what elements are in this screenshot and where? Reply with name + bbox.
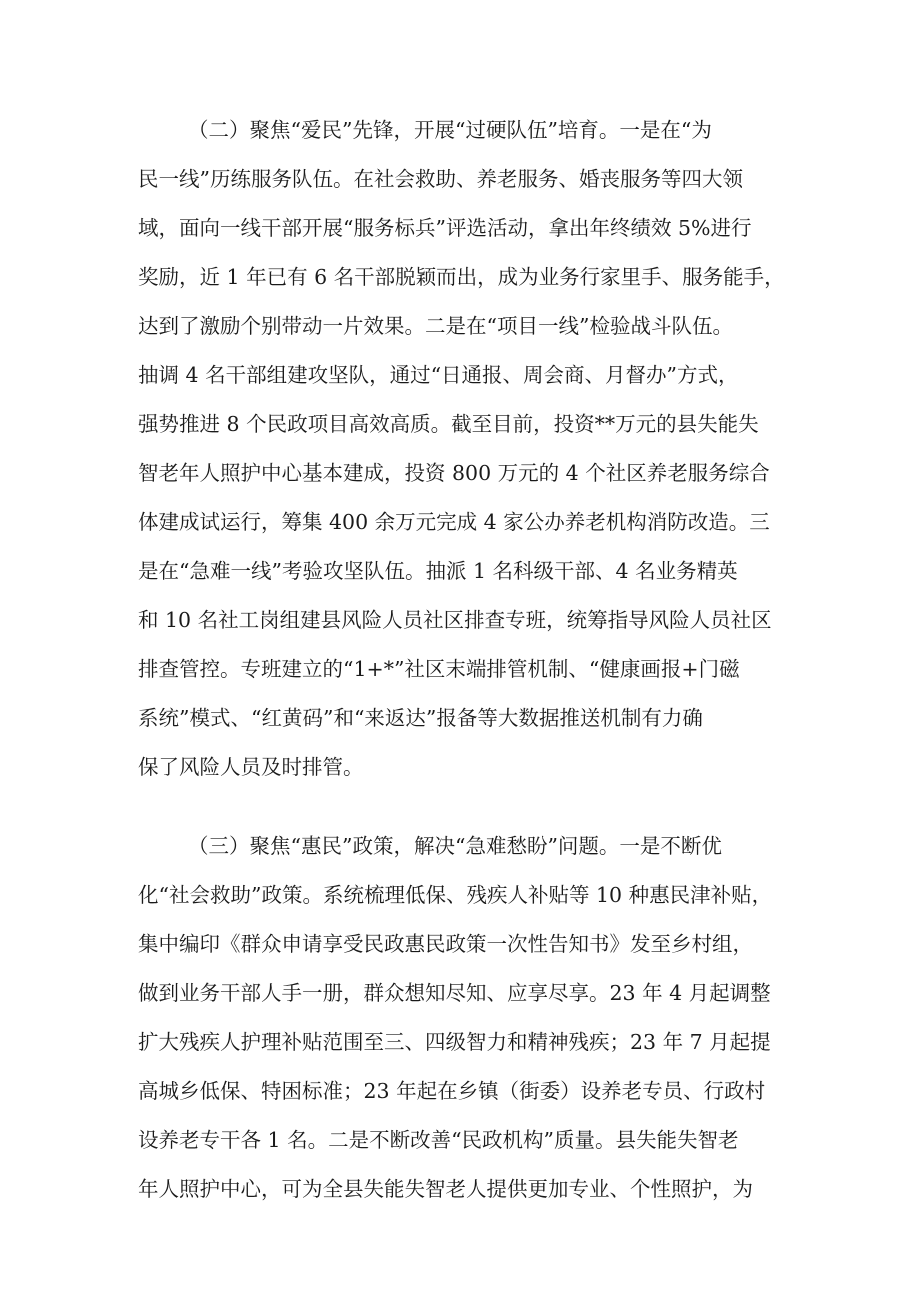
paragraph-line: 奖励，近 1 年已有 6 名干部脱颖而出，成为业务行家里手、服务能手， xyxy=(138,265,785,289)
paragraph-line: 抽调 4 名干部组建攻坚队，通过“日通报、周会商、月督办”方式， xyxy=(138,363,739,387)
paragraph-line: 系统”模式、“红黄码”和“来返达”报备等大数据推送机制有力确 xyxy=(138,706,703,730)
paragraph-line: 集中编印《群众申请享受民政惠民政策一次性告知书》发至乡村组， xyxy=(138,932,753,956)
paragraph-line: 扩大残疾人护理补贴范围至三、四级智力和精神残疾；23 年 7 月起提 xyxy=(138,1030,771,1054)
paragraph-line: 设养老专干各 1 名。二是不断改善“民政机构”质量。县失能失智老 xyxy=(138,1128,739,1152)
paragraph-line: 高城乡低保、特困标准；23 年起在乡镇（街委）设养老专员、行政村 xyxy=(138,1079,766,1103)
paragraph-line: 体建成试运行，筹集 400 余万元完成 4 家公办养老机构消防改造。三 xyxy=(138,510,770,534)
paragraph-line: 达到了激励个别带动一片效果。二是在“项目一线”检验战斗队伍。 xyxy=(138,314,733,338)
paragraph-line: 民一线”历练服务队伍。在社会救助、养老服务、婚丧服务等四大领 xyxy=(138,167,743,191)
paragraph-line: 排查管控。专班建立的“1+*”社区末端排管机制、“健康画报+门磁 xyxy=(138,657,740,681)
paragraph-line: （二）聚焦“爱民”先锋，开展“过硬队伍”培育。一是在“为 xyxy=(188,118,712,142)
paragraph-line: （三）聚焦“惠民”政策，解决“急难愁盼”问题。一是不断优 xyxy=(188,834,722,858)
paragraph-line: 强势推进 8 个民政项目高效高质。截至目前，投资**万元的县失能失 xyxy=(138,412,759,436)
paragraph-line: 和 10 名社工岗组建县风险人员社区排查专班，统筹指导风险人员社区 xyxy=(138,608,772,632)
paragraph-line: 化“社会救助”政策。系统梳理低保、残疾人补贴等 10 种惠民津补贴， xyxy=(138,883,773,907)
paragraph-line: 智老年人照护中心基本建成，投资 800 万元的 4 个社区养老服务综合 xyxy=(138,461,770,485)
paragraph-line: 是在“急难一线”考验攻坚队伍。抽派 1 名科级干部、4 名业务精英 xyxy=(138,559,738,583)
paragraph-line: 保了风险人员及时排管。 xyxy=(138,755,364,779)
paragraph-line: 年人照护中心，可为全县失能失智老人提供更加专业、个性照护，为 xyxy=(138,1177,753,1201)
paragraph-line: 域，面向一线干部开展“服务标兵”评选活动，拿出年终绩效 5%进行 xyxy=(138,216,752,240)
paragraph-line: 做到业务干部人手一册，群众想知尽知、应享尽享。23 年 4 月起调整 xyxy=(138,981,771,1005)
